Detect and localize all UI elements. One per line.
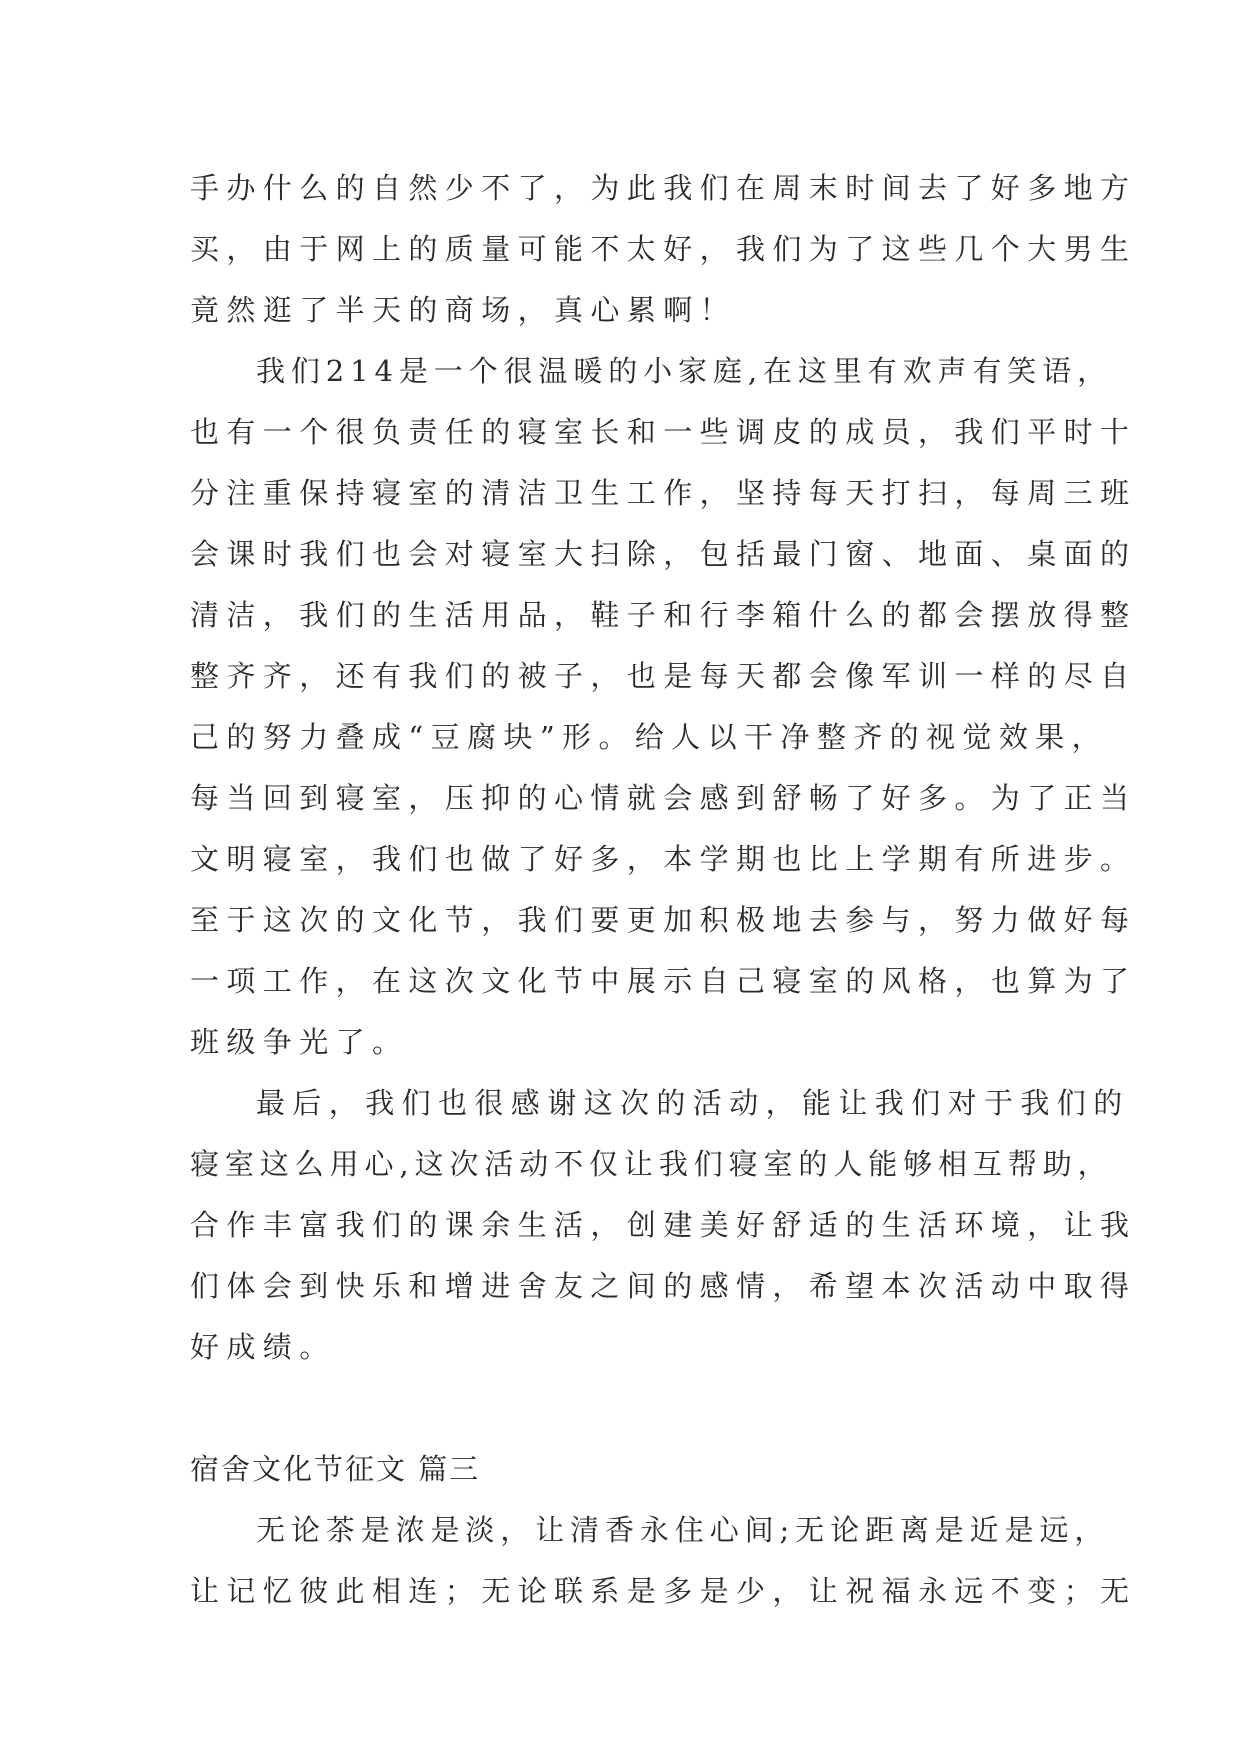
text-line: 每当回到寝室，压抑的心情就会感到舒畅了好多。为了正当	[190, 781, 1137, 815]
text-line: 们体会到快乐和增进舍友之间的感情，希望本次活动中取得	[190, 1269, 1137, 1303]
text-line: 也有一个很负责任的寝室长和一些调皮的成员，我们平时十	[190, 415, 1137, 449]
text-line: 合作丰富我们的课余生活，创建美好舒适的生活环境，让我	[190, 1208, 1137, 1242]
text-line: 最后，我们也很感谢这次的活动，能让我们对于我们的	[256, 1086, 1130, 1120]
paragraph-1	[190, 158, 1137, 341]
text-line: 一项工作，在这次文化节中展示自己寝室的风格，也算为了	[190, 964, 1137, 998]
text-line: 无论茶是浓是淡，让清香永住心间;无论距离是近是远，	[256, 1513, 1110, 1547]
text-line: 至于这次的文化节，我们要更加积极地去参与，努力做好每	[190, 903, 1137, 937]
paragraph-3	[190, 1073, 1137, 1378]
text-line: 会课时我们也会对寝室大扫除，包括最门窗、地面、桌面的	[190, 537, 1137, 571]
text-line: 文明寝室，我们也做了好多，本学期也比上学期有所进步。	[190, 842, 1137, 876]
paragraph-4	[190, 1500, 1137, 1622]
text-line: 寝室这么用心,这次活动不仅让我们寝室的人能够相互帮助，	[190, 1147, 1113, 1181]
text-line: 手办什么的自然少不了，为此我们在周末时间去了好多地方	[190, 171, 1137, 205]
text-line: 买，由于网上的质量可能不太好，我们为了这些几个大男生	[190, 232, 1137, 266]
paragraph-2	[190, 341, 1137, 1073]
paragraph-spacer	[190, 1378, 1052, 1439]
text-line: 清洁，我们的生活用品，鞋子和行李箱什么的都会摆放得整	[190, 598, 1137, 632]
text-line: 让记忆彼此相连；无论联系是多是少，让祝福永远不变；无	[190, 1574, 1137, 1608]
section-heading: 宿舍文化节征文 篇三	[190, 1452, 481, 1486]
text-line: 己的努力叠成“豆腐块”形。给人以干净整齐的视觉效果，	[190, 720, 1109, 754]
text-line: 分注重保持寝室的清洁卫生工作，坚持每天打扫，每周三班	[190, 476, 1137, 510]
text-line: 好成绩。	[190, 1330, 336, 1364]
text-line: 竟然逛了半天的商场，真心累啊！	[190, 293, 737, 327]
document-body	[190, 158, 1137, 1622]
text-line: 我们214是一个很温暖的小家庭,在这里有欢声有笑语，	[256, 354, 1112, 388]
text-line: 班级争光了。	[190, 1025, 409, 1059]
text-line: 整齐齐，还有我们的被子，也是每天都会像军训一样的尽自	[190, 659, 1137, 693]
